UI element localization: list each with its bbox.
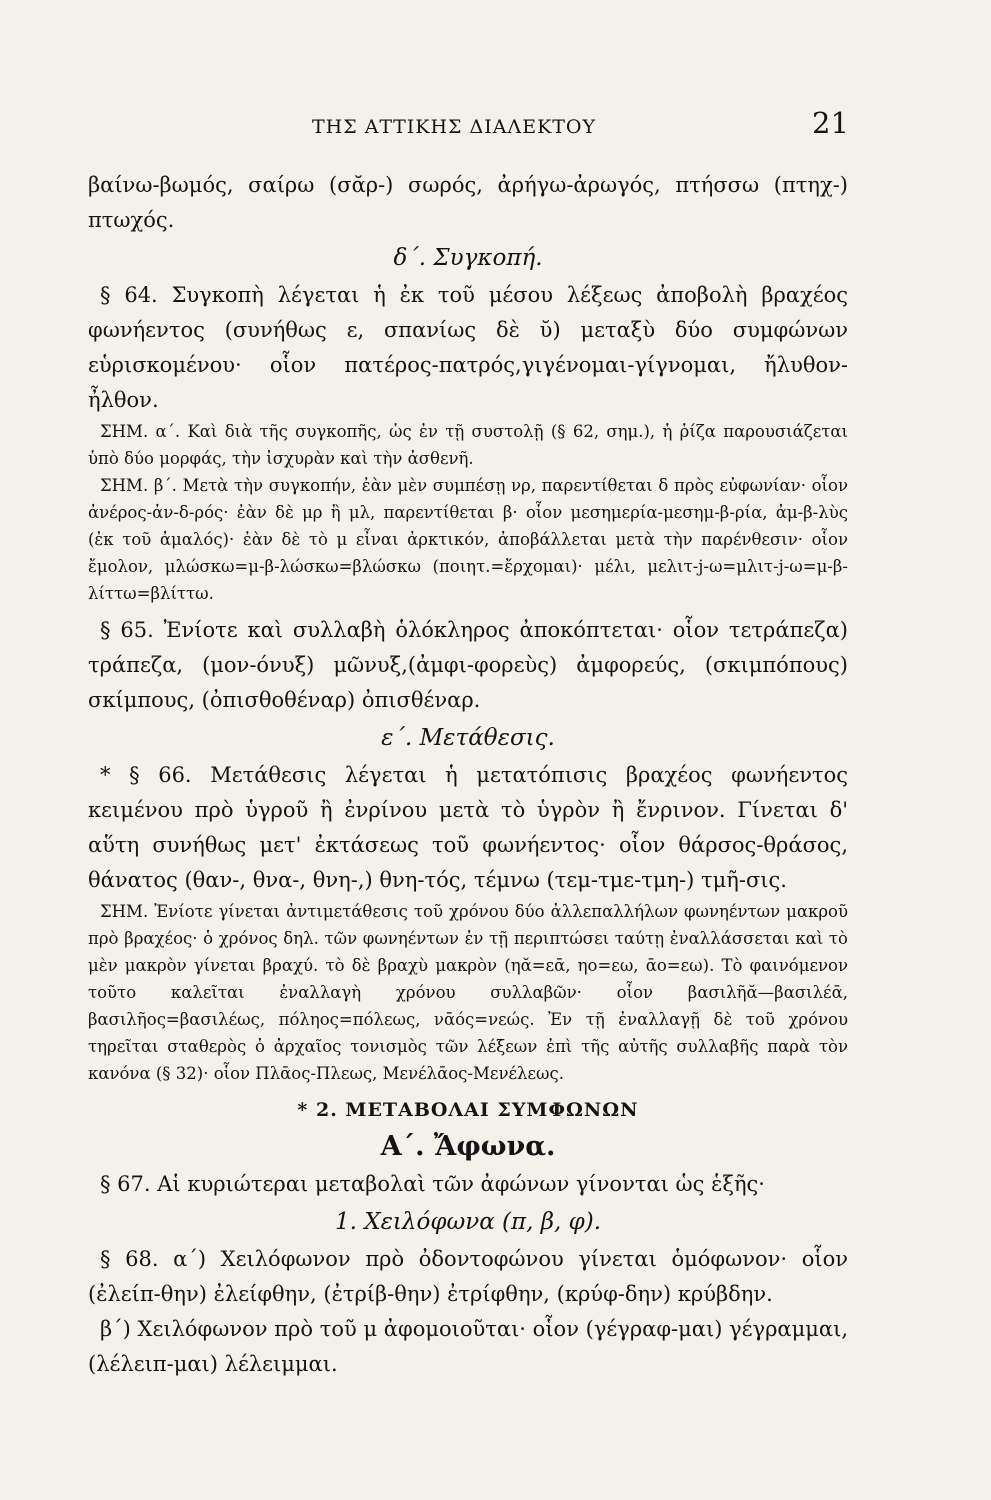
paragraph-67: § 67. Αἱ κυριώτεραι μεταβολαὶ τῶν ἀφώνων γίνονται ὡς ἑξῆς· (100, 1172, 765, 1196)
note-64-b: ΣΗΜ. β΄. Μετὰ τὴν συγκοπήν, ἐὰν μὲν συμπέσῃ νρ, παρεντίθεται δ πρὸς εὐφωνίαν· οἷον ἀνέρος-ἀν-δ-ρός· ἐὰν δὲ μρ ἢ μλ, παρεντίθεται β· οἷον μεσημερία-μεσημ-β-ρία, ἀμ-β-λὺς (ἐκ τοῦ ἀμαλός)· ἐὰν δὲ τὸ μ εἶναι ἀρκτικόν, ἀποβάλλεται μετὰ τὴν παρένθεσιν· οἷον ἔμολον, μλώσκω=μ-β-λώσκω=βλώσκω (ποιητ.=ἔρχομαι)· μέλι, μελιτ-j-ω=μλιτ-j-ω=μ-β-λίττω=βλίττω. (88, 476, 848, 603)
section-heading-syncope: δ΄. Συγκοπή. (393, 245, 543, 271)
paragraph-65: § 65. Ἐνίοτε καὶ συλλαβὴ ὁλόκληρος ἀποκόπτεται· οἷον τετράπεζα) τράπεζα, (μον-όνυξ) μῶνυξ,(ἀμφι-φορεὺς) ἀμφορεύς, (σκιμπόπους) σκίμπους, (ὀπισθοθέναρ) ὀπισθέναρ. (88, 618, 848, 712)
subsection-heading-labials: 1. Χειλόφωνα (π, β, φ). (334, 1209, 602, 1235)
running-title: ΤΗΣ ΑΤΤΙΚΗΣ ΔΙΑΛΕΚΤΟΥ (312, 116, 597, 138)
note-66: ΣΗΜ. Ἐνίοτε γίνεται ἀντιμετάθεσις τοῦ χρόνου δύο ἀλλεπαλλήλων φωνηέντων μακροῦ πρὸ βραχέος· ὁ χρόνος δηλ. τῶν φωνηέντων ἐν τῇ περιπτώσει ταύτῃ ἐναλλάσσεται καὶ τὸ μὲν μακρὸν γίνεται βραχύ. τὸ δὲ βραχὺ μακρὸν (ηᾰ=εᾱ, ηο=εω, ᾱο=εω). Τὸ φαινόμενον τοῦτο καλεῖται ἐναλλαγὴ χρόνου συλλαβῶν· οἷον βασιλῆᾰ—βασιλέᾱ, βασιλῆος=βασιλέως, πόληος=πόλεως, νᾱός=νεώς. Ἐν τῇ ἐναλλαγῇ δὲ τοῦ χρόνου τηρεῖται σταθερὸς ὁ ἀρχαῖος τονισμὸς τῶν λέξεων ἐπὶ τῆς αὐτῆς συλλαβῆς παρὰ τὸν κανόνα (§ 32)· οἷον Πλᾱος-Πλεως, Μενέλᾱος-Μενέλεως. (88, 902, 848, 1083)
section-heading-aphona: Α΄. Ἄφωνα. (380, 1131, 556, 1162)
page-body (88, 168, 848, 1382)
section-heading-metathesis: ε΄. Μετάθεσις. (381, 725, 555, 751)
paragraph-64: § 64. Συγκοπὴ λέγεται ἡ ἐκ τοῦ μέσου λέξεως ἀποβολὴ βραχέος φωνήεντος (συνήθως ε, σπανίως δὲ ῠ) μεταξὺ δύο συμφώνων εὑρισκομένου· οἷον πατέρος-πατρός,γιγένομαι-γίγνομαι, ἤλυθον-ἦλθον. (88, 283, 848, 412)
paragraph-66: * § 66. Μετάθεσις λέγεται ἡ μετατόπισις βραχέος φωνήεντος κειμένου πρὸ ὑγροῦ ἢ ἐνρίνου μετὰ τὸ ὑγρὸν ἢ ἔνρινον. Γίνεται δ' αὕτη συνήθως μετ' ἐκτάσεως τοῦ φωνήεντος· οἷον θάρσος-θράσος, θάνατος (θαν-, θνα-, θνη-,) θνη-τός, τέμνω (τεμ-τμε-τμη-) τμῆ-σις. (88, 763, 848, 892)
chapter-heading-consonants: * 2. ΜΕΤΑΒΟΛΑΙ ΣΥΜΦΩΝΩΝ (297, 1099, 639, 1121)
page-header (0, 106, 991, 146)
page-number: 21 (812, 106, 849, 140)
paragraph-continuation: βαίνω-βωμός, σαίρω (σᾰρ-) σωρός, ἀρήγω-ἀρωγός, πτήσσω (πτηχ-) πτωχός. (88, 173, 848, 232)
note-64-a: ΣΗΜ. α΄. Καὶ διὰ τῆς συγκοπῆς, ὡς ἐν τῇ συστολῇ (§ 62, σημ.), ἡ ῥίζα παρουσιάζεται ὑπὸ δύο μορφάς, τὴν ἰσχυρὰν καὶ τὴν ἀσθενῆ. (88, 422, 848, 468)
paragraph-68-b: β΄) Χειλόφωνον πρὸ τοῦ μ ἀφομοιοῦται· οἷον (γέγραφ-μαι) γέγραμμαι, (λέλειπ-μαι) λέλειμμαι. (88, 1317, 848, 1376)
paragraph-68-a: § 68. α΄) Χειλόφωνον πρὸ ὀδοντοφώνου γίνεται ὁμόφωνον· οἷον (ἐλείπ-θην) ἐλείφθην, (ἐτρίβ-θην) ἐτρίφθην, (κρύφ-δην) κρύβδην. (88, 1247, 848, 1306)
